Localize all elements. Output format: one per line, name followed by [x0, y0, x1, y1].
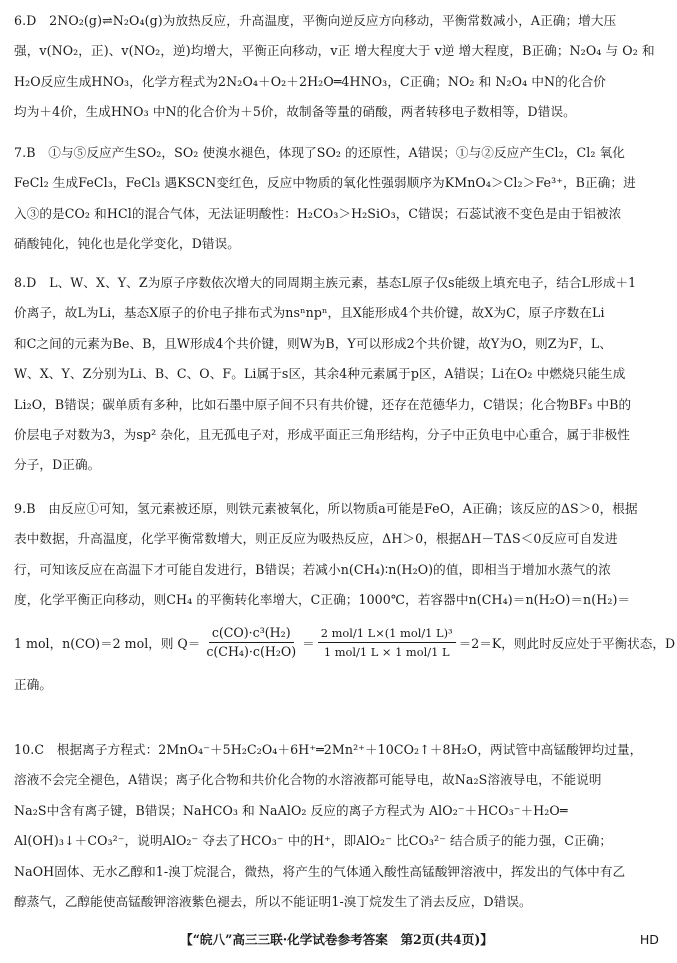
text-line: 醇蒸气，乙醇能使高锰酸钾溶液紫色褪去，所以不能证明1-溴丁烷发生了消去反应，D错误。 — [14, 893, 532, 909]
fraction-denominator: c(CH₄)·c(H₂O) — [206, 644, 297, 660]
text-line: 行，可知该反应在高温下才可能自发进行，B错误；若减小n(CH₄)∶n(H₂O)的值，即相当于增加水蒸气的浓 — [14, 561, 611, 577]
text-line: 8.D L、W、X、Y、Z为原子序数依次增大的同周期主族元素，基态L原子仅s能级上填充电子，结合L形成＋1 — [14, 275, 637, 290]
text-line: FeCl₂ 生成FeCl₃，FeCl₃ 遇KSCN变红色，反应中物质的氧化性强弱顺序为KMnO₄＞Cl₂＞Fe³⁺，B正确；进 — [14, 175, 636, 191]
text-line: Li₂O，B错误；碳单质有多种，比如石墨中原子间不只有共价键，还存在范德华力，C错误；化合物BF₃ 中B的 — [14, 396, 632, 412]
text-line: 溶液不会完全褪色，A错误；离子化合物和共价化合物的水溶液都可能导电，故Na₂S溶液导电，不能说明 — [14, 772, 602, 788]
text-line: NaOH固体、无水乙醇和1-溴丁烷混合，微热，将产生的气体通入酸性高锰酸钾溶液中，挥发出的气体中有乙 — [14, 863, 626, 879]
fraction-values — [318, 625, 456, 660]
formula-tail: ＝2＝K，则此时反应处于平衡状态，D — [458, 636, 676, 652]
text-line: 均为＋4价，生成HNO₃ 中N的化合价为＋5价，故制备等量的硝酸，两者转移电子数相等，D错误。 — [14, 104, 576, 120]
text-line: 和C之间的元素为Be、B，且W形成4个共价键，则W为B，Y可以形成2个共价键，故Y为O，则Z为F，L、 — [14, 335, 613, 351]
answer-item-8 — [14, 268, 659, 481]
numerator-part: ×(1 mol/1 L)³ — [375, 626, 453, 641]
formula-lead-text: 1 mol，n(CO)＝2 mol，则 Q＝ — [14, 636, 201, 652]
text-line: 价层电子对数为3，为sp² 杂化，且无孤电子对，形成平面正三角形结构，分子中正负电中心重合，属于非极性 — [14, 426, 631, 442]
footer-code: HD — [639, 932, 659, 947]
text-line: Al(OH)₃↓＋CO₃²⁻，说明AlO₂⁻ 夺去了HCO₃⁻ 中的H⁺，即AlO₂⁻ 比CO₃²⁻ 结合质子的能力强，C正确； — [14, 833, 613, 849]
text-line: 入③的是CO₂ 和HCl的混合气体，无法证明酸性：H₂CO₃＞H₂SiO₃，C错误；石蕊试液不变色是由于铝被浓 — [14, 205, 622, 221]
text-line: H₂O反应生成HNO₃，化学方程式为2N₂O₄＋O₂＋2H₂O═4HNO₃，C正确；NO₂ 和 N₂O₄ 中N的化合价 — [14, 73, 606, 89]
text-line: 正确。 — [14, 676, 53, 692]
page-footer: 【“皖八”高三三联·化学试卷参考答案 第2页(共4页)】 — [180, 932, 493, 947]
fraction-numerator: c(CO)·c³(H₂) — [209, 625, 294, 643]
formula-lead — [14, 616, 675, 670]
text-line: 分子，D正确。 — [14, 457, 101, 473]
fraction-q — [203, 625, 299, 660]
text-line: 6.D 2NO₂(g)⇌N₂O₄(g)为放热反应，升高温度，平衡向逆反应方向移动，平衡常数减小，A正确；增大压 — [14, 13, 617, 28]
formula-row — [14, 616, 676, 670]
fraction-denominator: 1 mol/1 L × 1 mol/1 L — [323, 645, 450, 660]
text-line: 硝酸钝化，钝化也是化学变化，D错误。 — [14, 236, 240, 252]
answer-item-7 — [14, 138, 659, 260]
text-line: 度，化学平衡正向移动，则CH₄ 的平衡转化率增大，C正确；1000℃，若容器中n(CH₄)＝n(H₂O)＝n(H₂)＝ — [14, 592, 631, 608]
text-line: 表中数据，升高温度，化学平衡常数增大，则正反应为吸热反应，ΔH＞0，根据ΔH－TΔS＜0反应可自发进 — [14, 531, 618, 547]
text-line: Na₂S中含有离子键，B错误；NaHCO₃ 和 NaAlO₂ 反应的离子方程式为 AlO₂⁻＋HCO₃⁻＋H₂O═ — [14, 802, 568, 818]
answer-item-10 — [14, 735, 659, 917]
fraction-numerator — [318, 625, 456, 643]
equals-sign: ＝ — [302, 636, 315, 652]
answer-item-6 — [14, 6, 659, 128]
text-line: 10.C 根据离子方程式：2MnO₄⁻＋5H₂C₂O₄＋6H⁺═2Mn²⁺＋10CO₂↑＋8H₂O，两试管中高锰酸钾均过量， — [14, 742, 643, 757]
text-line: 强，v(NO₂，正)、v(NO₂，逆)均增大，平衡正向移动，v正 增大程度大于 v逆 增大程度，B正确；N₂O₄ 与 O₂ 和 — [14, 43, 655, 59]
answer-item-9 — [14, 494, 676, 700]
numerator-part: 2 mol/1 L — [320, 626, 376, 641]
text-line: 9.B 由反应①可知，氢元素被还原，则铁元素被氧化，所以物质a可能是FeO，A正确；该反应的ΔS＞0，根据 — [14, 501, 638, 516]
text-line: 7.B ①与⑤反应产生SO₂，SO₂ 使溴水褪色，体现了SO₂ 的还原性，A错误；①与②反应产生Cl₂，Cl₂ 氧化 — [14, 145, 625, 160]
text-line: 价离子，故L为Li，基态X原子的价电子排布式为nsⁿnpⁿ，且X能形成4个共价键，故X为C，原子序数在Li — [14, 305, 605, 321]
text-line: W、X、Y、Z分别为Li、B、C、O、F。Li属于s区，其余4种元素属于p区，A错误；Li在O₂ 中燃烧只能生成 — [14, 366, 626, 382]
